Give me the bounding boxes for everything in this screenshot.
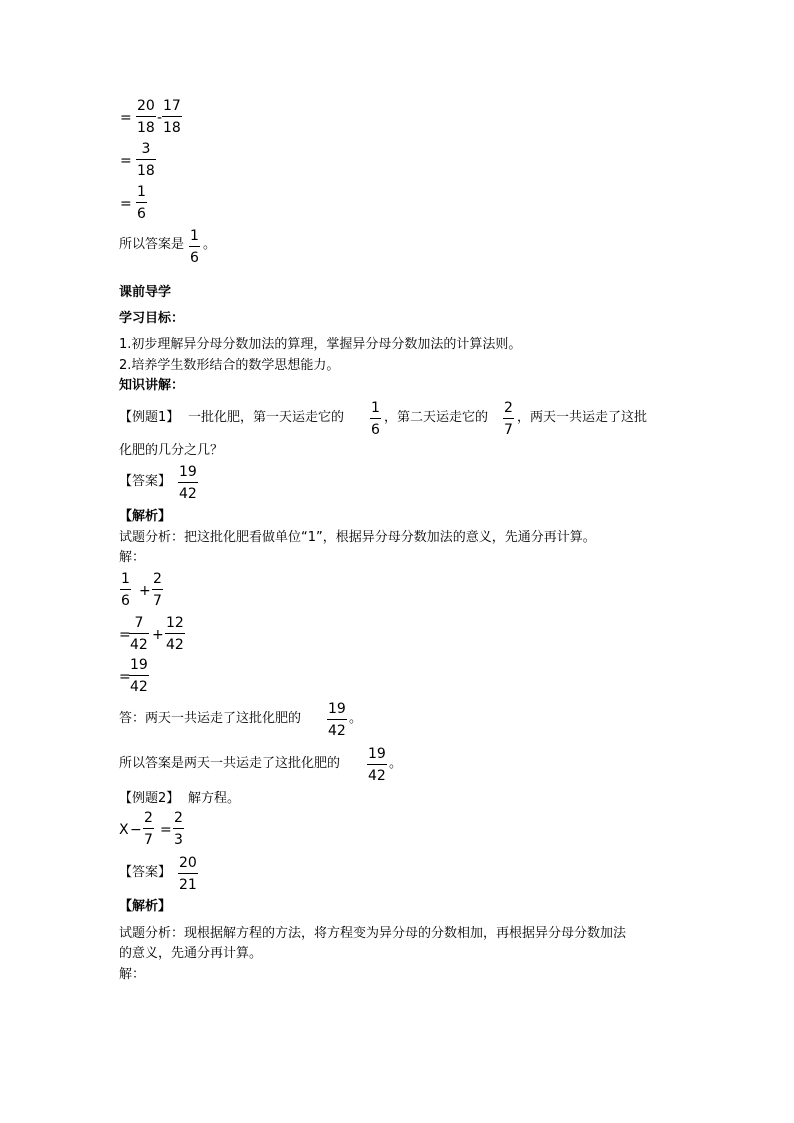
solution-label: 解： [119,550,146,565]
fraction: 1 6 [137,184,146,222]
equals-sign: = [120,196,132,212]
fraction: 20 21 [179,855,197,893]
fraction: 1 6 [371,400,380,438]
plus-sign: + [139,583,151,599]
example-text: 化肥的几分之几？ [119,443,224,458]
example-text: 解方程。 [188,791,241,806]
fraction: 19 42 [130,657,148,695]
variable-x: X [119,822,129,838]
minus-sign: − [130,822,142,838]
conclusion-text: 所以答案是两天一共运走了这批化肥的 [119,756,341,771]
example-label: 【例题2】 [119,791,180,806]
goal-item: 2.培养学生数形结合的数学思想能力。 [119,358,340,373]
fraction: 2 3 [174,810,183,848]
fraction: 19 42 [179,464,197,502]
section-title: 课前导学 [119,285,172,300]
analysis-label: 【解析】 [119,899,172,914]
fraction: 2 7 [504,400,513,438]
punctuation: 。 [203,237,217,252]
fraction: 19 42 [328,701,346,739]
goals-title: 学习目标： [119,311,185,326]
fraction: 17 18 [163,98,181,136]
answer-label: 【答案】 [119,865,172,880]
punctuation: 。 [349,711,363,726]
fraction: 1 6 [190,228,199,266]
fraction: 3 18 [137,141,155,179]
fraction: 2 7 [144,810,153,848]
equals-sign: = [120,153,132,169]
solution-label: 解： [119,967,146,982]
example-text: ，第二天运走它的 [384,410,489,425]
example-text: 一批化肥，第一天运走它的 [188,410,345,425]
minus-sign: - [157,110,163,126]
goal-item: 1.初步理解异分母分数加法的算理，掌握异分母分数加法的计算法则。 [119,337,522,352]
plus-sign: + [152,627,164,643]
fraction: 7 42 [130,615,148,653]
knowledge-title: 知识讲解： [119,378,185,393]
equals-sign: = [119,627,131,643]
analysis-text: 试题分析：把这批化肥看做单位“1”，根据异分母分数加法的意义，先通分再计算。 [119,530,596,545]
equals-sign: = [120,110,132,126]
answer-label: 【答案】 [119,474,172,489]
example-text: ，两天一共运走了这批 [517,410,648,425]
punctuation: 。 [389,756,403,771]
analysis-text: 的意义，先通分再计算。 [119,946,263,961]
equals-sign: = [119,669,131,685]
answer-text: 所以答案是 [119,237,185,252]
analysis-label: 【解析】 [119,509,172,524]
fraction: 1 6 [121,571,130,609]
reply-text: 答：两天一共运走了这批化肥的 [119,711,302,726]
example-label: 【例题1】 [119,410,180,425]
fraction: 2 7 [153,571,162,609]
fraction: 12 42 [166,615,184,653]
fraction: 19 42 [368,746,386,784]
fraction: 20 18 [137,98,155,136]
equals-sign: = [160,822,172,838]
analysis-text: 试题分析：现根据解方程的方法，将方程变为异分母的分数相加，再根据异分母分数加法 [119,926,627,941]
